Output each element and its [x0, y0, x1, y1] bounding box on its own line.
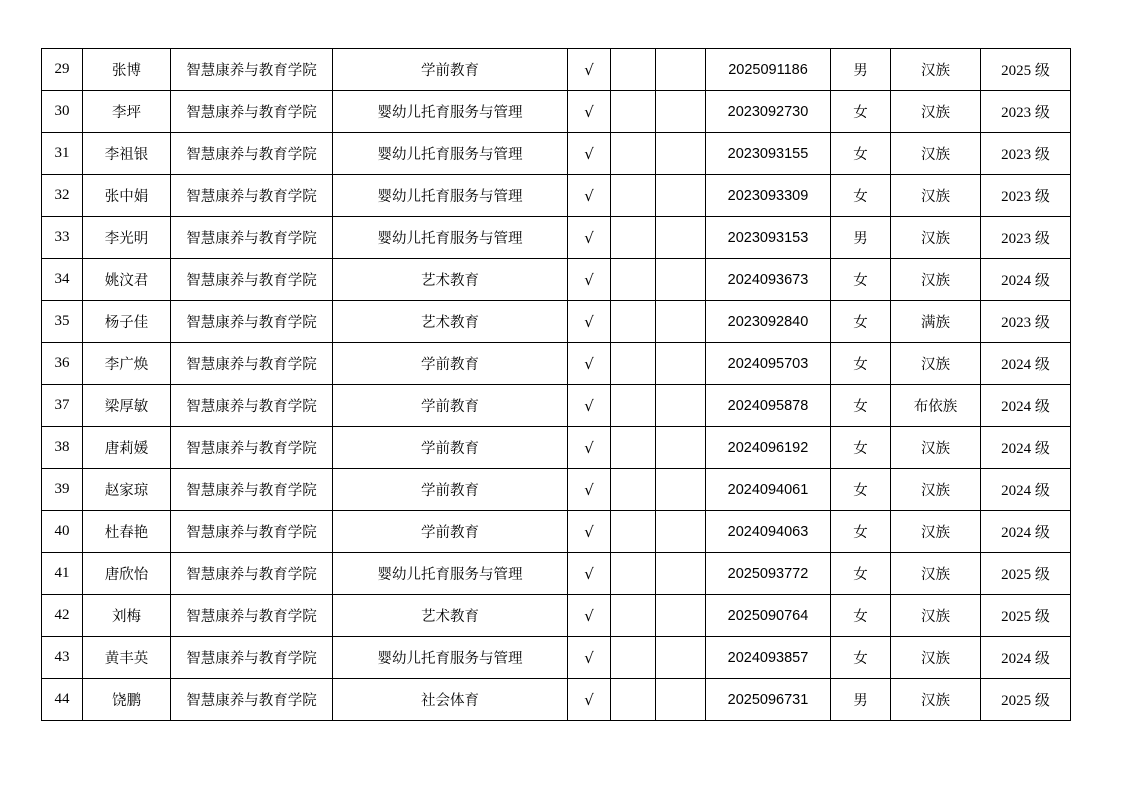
- ethnicity-cell: 汉族: [891, 679, 981, 721]
- row-number-cell: 29: [42, 49, 83, 91]
- ethnicity-cell: 汉族: [891, 259, 981, 301]
- college-name-cell: 智慧康养与教育学院: [171, 595, 333, 637]
- row-number-cell: 41: [42, 553, 83, 595]
- empty-cell-cell: [611, 595, 656, 637]
- student-id-cell: 2023093309: [706, 175, 831, 217]
- empty-cell-cell: [656, 133, 706, 175]
- gender-cell: 男: [831, 49, 891, 91]
- ethnicity-cell: 汉族: [891, 553, 981, 595]
- major-name-cell: 婴幼儿托育服务与管理: [333, 637, 568, 679]
- row-number-cell: 36: [42, 343, 83, 385]
- check-mark-cell: √: [568, 385, 611, 427]
- major-name-cell: 艺术教育: [333, 259, 568, 301]
- college-name-cell: 智慧康养与教育学院: [171, 49, 333, 91]
- ethnicity-cell: 汉族: [891, 343, 981, 385]
- check-mark-cell: √: [568, 469, 611, 511]
- empty-cell-cell: [611, 133, 656, 175]
- student-id-cell: 2024096192: [706, 427, 831, 469]
- student-id-cell: 2024093857: [706, 637, 831, 679]
- table-row: [42, 217, 1071, 259]
- empty-cell-cell: [611, 217, 656, 259]
- empty-cell-cell: [611, 469, 656, 511]
- empty-cell-cell: [656, 511, 706, 553]
- grade-year-cell: 2025 级: [981, 553, 1071, 595]
- major-name-cell: 婴幼儿托育服务与管理: [333, 175, 568, 217]
- gender-cell: 女: [831, 91, 891, 133]
- check-mark-cell: √: [568, 427, 611, 469]
- row-number-cell: 35: [42, 301, 83, 343]
- gender-cell: 女: [831, 133, 891, 175]
- empty-cell-cell: [656, 259, 706, 301]
- table-row: [42, 259, 1071, 301]
- major-name-cell: 学前教育: [333, 427, 568, 469]
- row-number-cell: 44: [42, 679, 83, 721]
- empty-cell-cell: [611, 301, 656, 343]
- college-name-cell: 智慧康养与教育学院: [171, 637, 333, 679]
- table-row: [42, 511, 1071, 553]
- table-row: [42, 679, 1071, 721]
- row-number-cell: 34: [42, 259, 83, 301]
- college-name-cell: 智慧康养与教育学院: [171, 553, 333, 595]
- ethnicity-cell: 汉族: [891, 49, 981, 91]
- row-number-cell: 31: [42, 133, 83, 175]
- student-roster-table: [41, 48, 1071, 721]
- empty-cell-cell: [656, 301, 706, 343]
- check-mark-cell: √: [568, 133, 611, 175]
- row-number-cell: 39: [42, 469, 83, 511]
- major-name-cell: 学前教育: [333, 511, 568, 553]
- row-number-cell: 33: [42, 217, 83, 259]
- college-name-cell: 智慧康养与教育学院: [171, 133, 333, 175]
- gender-cell: 女: [831, 301, 891, 343]
- table-body: [42, 49, 1071, 721]
- student-name-cell: 唐莉媛: [83, 427, 171, 469]
- empty-cell-cell: [611, 385, 656, 427]
- gender-cell: 男: [831, 217, 891, 259]
- table-row: [42, 469, 1071, 511]
- student-id-cell: 2024095703: [706, 343, 831, 385]
- check-mark-cell: √: [568, 637, 611, 679]
- gender-cell: 女: [831, 595, 891, 637]
- student-id-cell: 2023093153: [706, 217, 831, 259]
- empty-cell-cell: [656, 679, 706, 721]
- table-row: [42, 385, 1071, 427]
- check-mark-cell: √: [568, 343, 611, 385]
- ethnicity-cell: 汉族: [891, 217, 981, 259]
- empty-cell-cell: [611, 49, 656, 91]
- major-name-cell: 婴幼儿托育服务与管理: [333, 91, 568, 133]
- row-number-cell: 37: [42, 385, 83, 427]
- grade-year-cell: 2024 级: [981, 637, 1071, 679]
- major-name-cell: 婴幼儿托育服务与管理: [333, 133, 568, 175]
- empty-cell-cell: [611, 91, 656, 133]
- ethnicity-cell: 汉族: [891, 469, 981, 511]
- empty-cell-cell: [656, 427, 706, 469]
- check-mark-cell: √: [568, 217, 611, 259]
- row-number-cell: 40: [42, 511, 83, 553]
- student-name-cell: 张博: [83, 49, 171, 91]
- student-name-cell: 黄丰英: [83, 637, 171, 679]
- major-name-cell: 婴幼儿托育服务与管理: [333, 217, 568, 259]
- check-mark-cell: √: [568, 91, 611, 133]
- empty-cell-cell: [656, 595, 706, 637]
- table-row: [42, 49, 1071, 91]
- ethnicity-cell: 汉族: [891, 133, 981, 175]
- major-name-cell: 学前教育: [333, 469, 568, 511]
- gender-cell: 女: [831, 637, 891, 679]
- college-name-cell: 智慧康养与教育学院: [171, 343, 333, 385]
- gender-cell: 女: [831, 427, 891, 469]
- gender-cell: 女: [831, 385, 891, 427]
- student-name-cell: 饶鹏: [83, 679, 171, 721]
- college-name-cell: 智慧康养与教育学院: [171, 301, 333, 343]
- student-name-cell: 李光明: [83, 217, 171, 259]
- table-row: [42, 175, 1071, 217]
- gender-cell: 女: [831, 259, 891, 301]
- ethnicity-cell: 汉族: [891, 595, 981, 637]
- empty-cell-cell: [656, 385, 706, 427]
- grade-year-cell: 2024 级: [981, 385, 1071, 427]
- empty-cell-cell: [611, 553, 656, 595]
- grade-year-cell: 2024 级: [981, 427, 1071, 469]
- student-name-cell: 杨子佳: [83, 301, 171, 343]
- student-name-cell: 姚汶君: [83, 259, 171, 301]
- check-mark-cell: √: [568, 595, 611, 637]
- major-name-cell: 艺术教育: [333, 595, 568, 637]
- major-name-cell: 学前教育: [333, 49, 568, 91]
- empty-cell-cell: [611, 259, 656, 301]
- major-name-cell: 婴幼儿托育服务与管理: [333, 553, 568, 595]
- student-name-cell: 李广焕: [83, 343, 171, 385]
- check-mark-cell: √: [568, 259, 611, 301]
- table-row: [42, 553, 1071, 595]
- student-name-cell: 梁厚敏: [83, 385, 171, 427]
- college-name-cell: 智慧康养与教育学院: [171, 217, 333, 259]
- gender-cell: 女: [831, 175, 891, 217]
- college-name-cell: 智慧康养与教育学院: [171, 175, 333, 217]
- gender-cell: 女: [831, 469, 891, 511]
- ethnicity-cell: 汉族: [891, 175, 981, 217]
- empty-cell-cell: [611, 511, 656, 553]
- empty-cell-cell: [656, 343, 706, 385]
- student-id-cell: 2023093155: [706, 133, 831, 175]
- empty-cell-cell: [656, 469, 706, 511]
- student-id-cell: 2024094061: [706, 469, 831, 511]
- empty-cell-cell: [656, 175, 706, 217]
- empty-cell-cell: [656, 553, 706, 595]
- grade-year-cell: 2024 级: [981, 511, 1071, 553]
- ethnicity-cell: 汉族: [891, 91, 981, 133]
- college-name-cell: 智慧康养与教育学院: [171, 385, 333, 427]
- grade-year-cell: 2023 级: [981, 91, 1071, 133]
- student-id-cell: 2025096731: [706, 679, 831, 721]
- student-name-cell: 刘梅: [83, 595, 171, 637]
- grade-year-cell: 2024 级: [981, 343, 1071, 385]
- student-id-cell: 2025090764: [706, 595, 831, 637]
- ethnicity-cell: 汉族: [891, 637, 981, 679]
- empty-cell-cell: [656, 49, 706, 91]
- gender-cell: 男: [831, 679, 891, 721]
- empty-cell-cell: [611, 343, 656, 385]
- check-mark-cell: √: [568, 679, 611, 721]
- college-name-cell: 智慧康养与教育学院: [171, 259, 333, 301]
- empty-cell-cell: [656, 217, 706, 259]
- student-id-cell: 2025093772: [706, 553, 831, 595]
- student-id-cell: 2023092840: [706, 301, 831, 343]
- ethnicity-cell: 满族: [891, 301, 981, 343]
- student-name-cell: 张中娟: [83, 175, 171, 217]
- table-row: [42, 595, 1071, 637]
- table-row: [42, 343, 1071, 385]
- grade-year-cell: 2024 级: [981, 469, 1071, 511]
- student-id-cell: 2024095878: [706, 385, 831, 427]
- grade-year-cell: 2023 级: [981, 175, 1071, 217]
- row-number-cell: 38: [42, 427, 83, 469]
- grade-year-cell: 2025 级: [981, 679, 1071, 721]
- empty-cell-cell: [656, 637, 706, 679]
- row-number-cell: 43: [42, 637, 83, 679]
- gender-cell: 女: [831, 343, 891, 385]
- student-id-cell: 2024093673: [706, 259, 831, 301]
- major-name-cell: 学前教育: [333, 343, 568, 385]
- empty-cell-cell: [611, 679, 656, 721]
- grade-year-cell: 2025 级: [981, 49, 1071, 91]
- college-name-cell: 智慧康养与教育学院: [171, 511, 333, 553]
- college-name-cell: 智慧康养与教育学院: [171, 91, 333, 133]
- student-name-cell: 李坪: [83, 91, 171, 133]
- empty-cell-cell: [611, 637, 656, 679]
- student-id-cell: 2023092730: [706, 91, 831, 133]
- major-name-cell: 社会体育: [333, 679, 568, 721]
- table-row: [42, 427, 1071, 469]
- check-mark-cell: √: [568, 49, 611, 91]
- ethnicity-cell: 汉族: [891, 427, 981, 469]
- check-mark-cell: √: [568, 511, 611, 553]
- table-row: [42, 133, 1071, 175]
- college-name-cell: 智慧康养与教育学院: [171, 427, 333, 469]
- student-name-cell: 李祖银: [83, 133, 171, 175]
- gender-cell: 女: [831, 553, 891, 595]
- grade-year-cell: 2023 级: [981, 133, 1071, 175]
- college-name-cell: 智慧康养与教育学院: [171, 679, 333, 721]
- row-number-cell: 32: [42, 175, 83, 217]
- empty-cell-cell: [611, 427, 656, 469]
- grade-year-cell: 2025 级: [981, 595, 1071, 637]
- check-mark-cell: √: [568, 301, 611, 343]
- student-name-cell: 赵家琼: [83, 469, 171, 511]
- major-name-cell: 学前教育: [333, 385, 568, 427]
- grade-year-cell: 2023 级: [981, 217, 1071, 259]
- check-mark-cell: √: [568, 553, 611, 595]
- table-row: [42, 301, 1071, 343]
- empty-cell-cell: [611, 175, 656, 217]
- student-name-cell: 唐欣怡: [83, 553, 171, 595]
- gender-cell: 女: [831, 511, 891, 553]
- check-mark-cell: √: [568, 175, 611, 217]
- grade-year-cell: 2024 级: [981, 259, 1071, 301]
- student-id-cell: 2025091186: [706, 49, 831, 91]
- ethnicity-cell: 汉族: [891, 511, 981, 553]
- table-row: [42, 91, 1071, 133]
- grade-year-cell: 2023 级: [981, 301, 1071, 343]
- student-name-cell: 杜春艳: [83, 511, 171, 553]
- table-row: [42, 637, 1071, 679]
- empty-cell-cell: [656, 91, 706, 133]
- student-id-cell: 2024094063: [706, 511, 831, 553]
- row-number-cell: 42: [42, 595, 83, 637]
- major-name-cell: 艺术教育: [333, 301, 568, 343]
- ethnicity-cell: 布依族: [891, 385, 981, 427]
- college-name-cell: 智慧康养与教育学院: [171, 469, 333, 511]
- row-number-cell: 30: [42, 91, 83, 133]
